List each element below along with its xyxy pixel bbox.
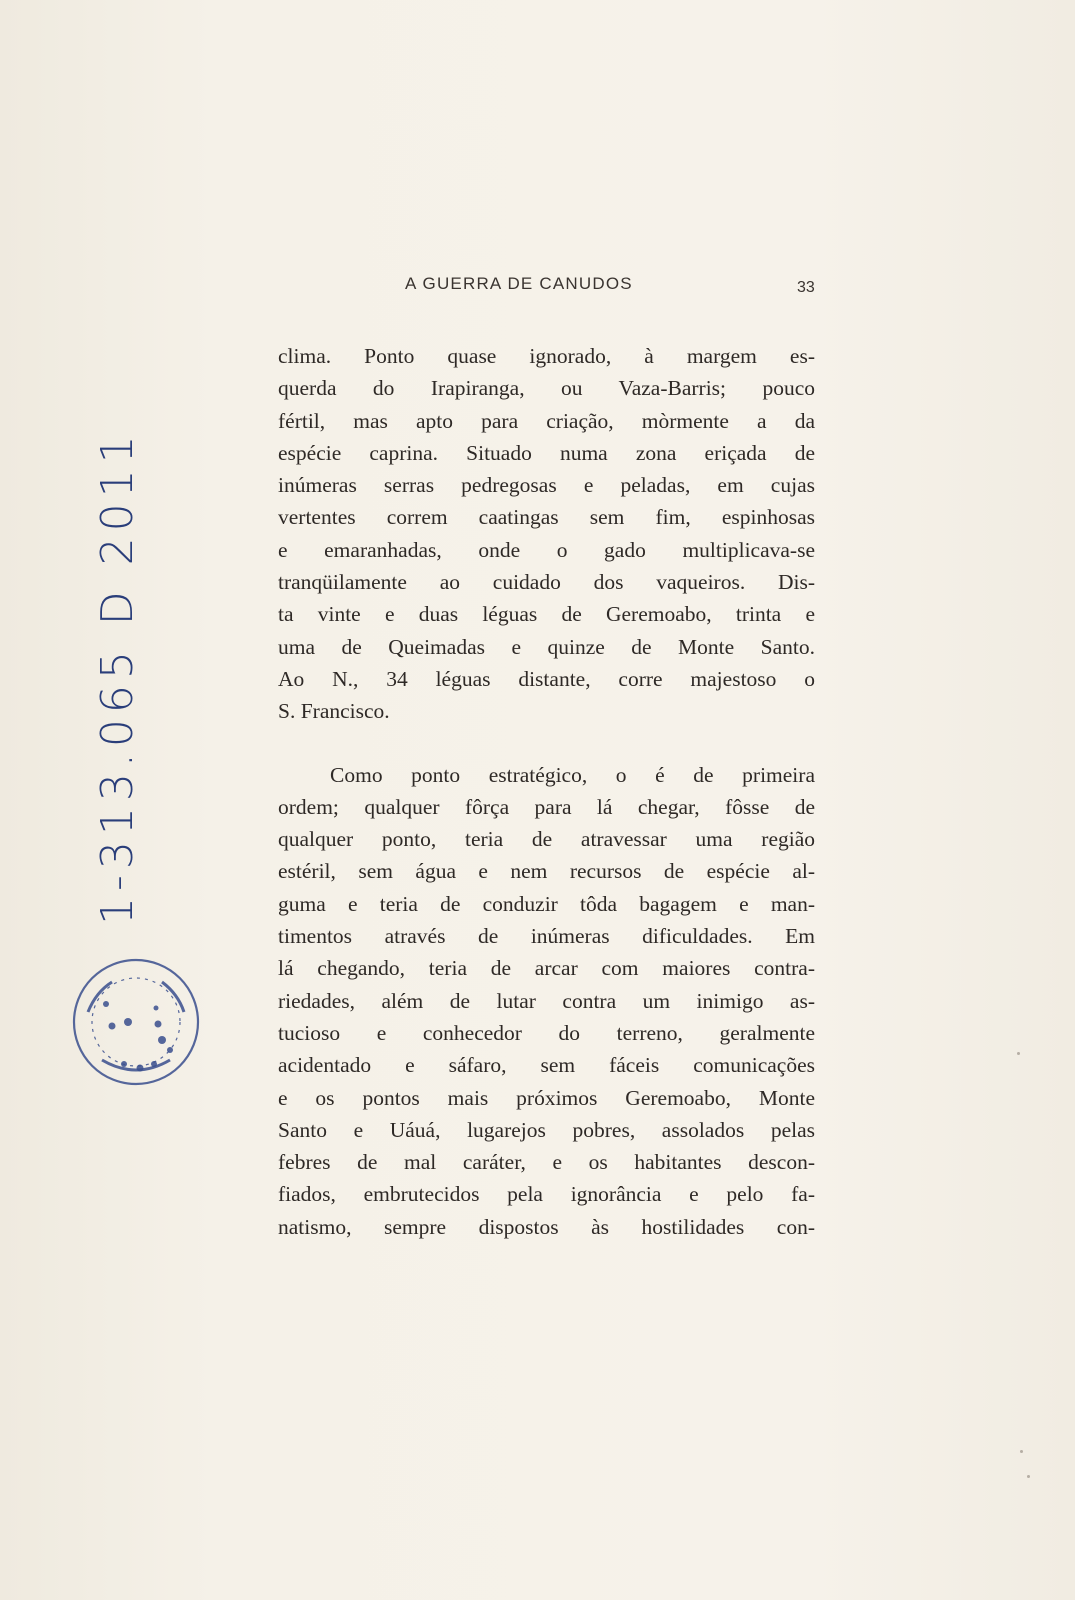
- paragraph-1: [278, 340, 815, 728]
- running-head: A GUERRA DE CANUDOS: [405, 274, 633, 293]
- text-line: tucioso e conhecedor do terreno, geralmente: [278, 1020, 815, 1045]
- text-line: uma de Queimadas e quinze de Monte Santo.: [278, 634, 815, 659]
- text-line: timentos através de inúmeras dificuldades. Em: [278, 924, 815, 949]
- text-line: Como ponto estratégico, o é de primeira: [330, 762, 815, 787]
- text-line: espécie caprina. Situado numa zona eriçada de: [278, 440, 815, 465]
- text-line: clima. Ponto quase ignorado, à margem es-: [278, 344, 815, 368]
- text-line: tranqüilamente ao cuidado dos vaqueiros. Dis-: [278, 570, 815, 595]
- paper-speck: [1020, 1450, 1023, 1453]
- text-line: acidentado e sáfaro, sem fáceis comunicações: [278, 1053, 815, 1078]
- paper-speck: [1017, 1052, 1020, 1055]
- text-line: estéril, sem água e nem recursos de espécie al-: [278, 859, 815, 884]
- library-stamp-icon: [66, 952, 206, 1092]
- text-line: vertentes correm caatingas sem fim, espinhosas: [278, 505, 815, 530]
- paper-speck: [1027, 1475, 1030, 1478]
- paragraph-gap: [278, 728, 815, 759]
- text-line: febres de mal caráter, e os habitantes descon-: [278, 1150, 815, 1175]
- library-call-number: 1-313.065 D 2011: [92, 429, 143, 925]
- text-line: ordem; qualquer fôrça para lá chegar, fôsse de: [278, 794, 815, 819]
- text-line: S. Francisco.: [278, 699, 390, 724]
- text-line: guma e teria de conduzir tôda bagagem e man-: [278, 891, 815, 916]
- text-line: lá chegando, teria de arcar com maiores contra-: [278, 956, 815, 981]
- text-line: Santo e Uáuá, lugarejos pobres, assolados pelas: [278, 1117, 815, 1142]
- text-line: fértil, mas apto para criação, mòrmente a da: [278, 408, 815, 433]
- paragraph-2: [278, 759, 815, 1243]
- text-line: natismo, sempre dispostos às hostilidades con-: [278, 1214, 815, 1239]
- text-line: querda do Irapiranga, ou Vaza-Barris; pouco: [278, 376, 815, 401]
- text-line: inúmeras serras pedregosas e peladas, em cujas: [278, 473, 815, 498]
- text-line: Ao N., 34 léguas distante, corre majestoso o: [278, 666, 815, 691]
- text-line: fiados, embrutecidos pela ignorância e pelo fa-: [278, 1182, 815, 1207]
- page-number: 33: [797, 279, 815, 296]
- text-line: ta vinte e duas léguas de Geremoabo, trinta e: [278, 602, 815, 627]
- text-line: e os pontos mais próximos Geremoabo, Monte: [278, 1085, 815, 1110]
- text-line: qualquer ponto, teria de atravessar uma região: [278, 827, 815, 852]
- text-line: riedades, além de lutar contra um inimigo as-: [278, 988, 815, 1013]
- body-text: [278, 340, 815, 1243]
- text-line: e emaranhadas, onde o gado multiplicava-se: [278, 537, 815, 562]
